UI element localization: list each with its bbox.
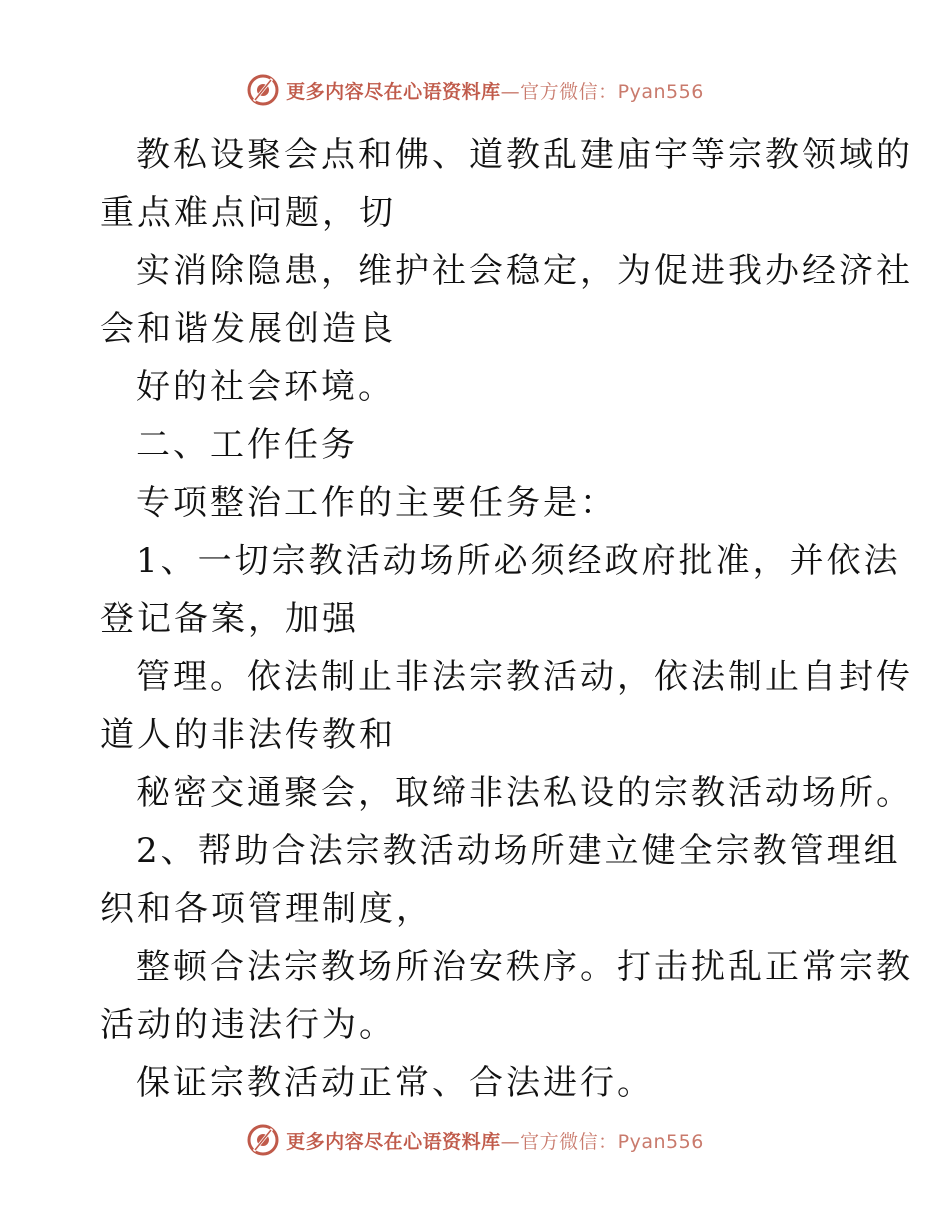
watermark-text — [286, 1127, 704, 1154]
pen-logo-icon — [246, 73, 280, 107]
text-line: 管理。依法制止非法宗教活动，依法制止自封传 — [136, 657, 913, 697]
text-line: 会和谐发展创造良 — [100, 309, 396, 349]
watermark-main: 更多内容尽在心语资料库 — [286, 1130, 501, 1153]
watermark-rest: —官方微信：Pyan556 — [500, 80, 704, 103]
footer-watermark — [0, 1122, 950, 1158]
list-item-2: 2、帮助合法宗教活动场所建立健全宗教管理组 — [136, 831, 901, 871]
text-line: 织和各项管理制度， — [100, 889, 433, 929]
text-line: 教私设聚会点和佛、道教乱建庙宇等宗教领域的 — [136, 135, 913, 175]
text-line: 重点难点问题，切 — [100, 193, 396, 233]
watermark-main: 更多内容尽在心语资料库 — [286, 80, 501, 103]
text-line: 登记备案，加强 — [100, 599, 359, 639]
text-line: 保证宗教活动正常、合法进行。 — [136, 1063, 654, 1103]
text-line: 秘密交通聚会，取缔非法私设的宗教活动场所。 — [136, 773, 913, 813]
text-line: 整顿合法宗教场所治安秩序。打击扰乱正常宗教 — [136, 947, 913, 987]
header-watermark — [0, 72, 950, 108]
text-line: 道人的非法传教和 — [100, 715, 396, 755]
section-heading: 二、工作任务 — [136, 425, 358, 465]
document-body — [100, 126, 913, 1112]
list-item-1: 1、一切宗教活动场所必须经政府批准，并依法 — [136, 541, 901, 581]
text-line: 专项整治工作的主要任务是： — [136, 483, 617, 523]
watermark-text — [286, 77, 704, 104]
watermark-rest: —官方微信：Pyan556 — [500, 1130, 704, 1153]
text-line: 实消除隐患，维护社会稳定，为促进我办经济社 — [136, 251, 913, 291]
pen-logo-icon — [246, 1123, 280, 1157]
text-line: 好的社会环境。 — [136, 367, 395, 407]
text-line: 活动的违法行为。 — [100, 1005, 396, 1045]
